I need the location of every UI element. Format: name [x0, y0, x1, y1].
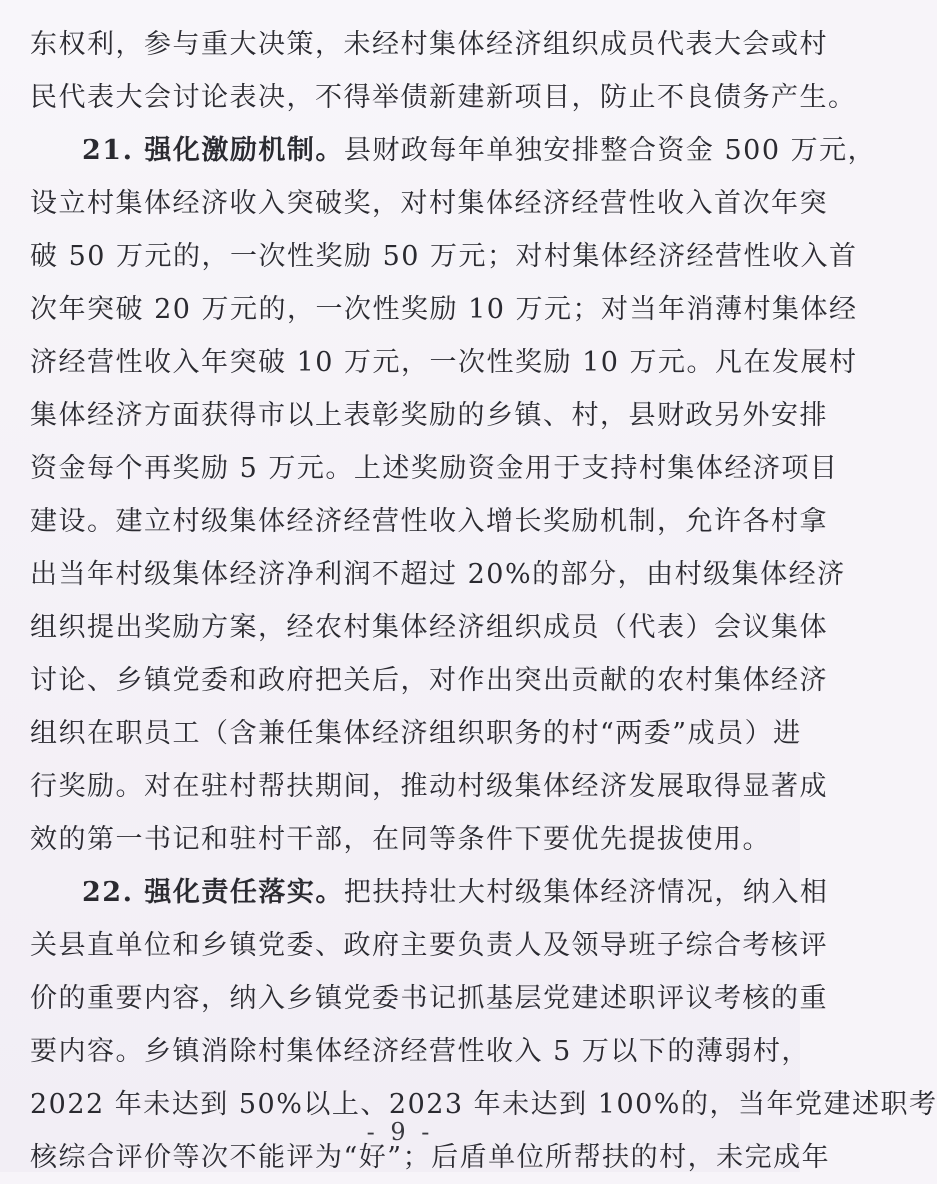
text-line: 东权利，参与重大决策，未经村集体经济组织成员代表大会或村 — [30, 29, 828, 60]
paragraph-21-first-line — [30, 124, 877, 177]
text-line: 组织在职员工（含兼任集体经济组织职务的村“两委”成员）进 — [30, 718, 802, 749]
document-body — [30, 18, 937, 1184]
paragraph-22-lead-text: 把扶持壮大村级集体经济情况，纳入相 — [343, 877, 829, 908]
text-line: 资金每个再奖励 5 万元。上述奖励资金用于支持村集体经济项目 — [30, 453, 839, 484]
text-line: 核综合评价等次不能评为“好”；后盾单位所帮扶的村，未完成年 — [30, 1142, 831, 1173]
text-line: 建设。建立村级集体经济经营性收入增长奖励机制，允许各村拿 — [30, 506, 828, 537]
text-line: 行奖励。对在驻村帮扶期间，推动村级集体经济发展取得显著成 — [30, 771, 828, 802]
text-line: 次年突破 20 万元的，一次性奖励 10 万元；对当年消薄村集体经 — [30, 294, 858, 325]
text-line: 济经营性收入年突破 10 万元，一次性奖励 10 万元。凡在发展村 — [30, 347, 858, 378]
paragraph-22-heading: 22. 强化责任落实。 — [82, 877, 344, 908]
paragraph-22-first-line — [30, 866, 829, 919]
paragraph-21-heading: 21. 强化激励机制。 — [82, 135, 344, 166]
page-number: - 9 - — [366, 1118, 434, 1146]
text-line: 设立村集体经济收入突破奖，对村集体经济经营性收入首次年突 — [30, 188, 828, 219]
text-line: 讨论、乡镇党委和政府把关后，对作出突出贡献的农村集体经济 — [30, 665, 828, 696]
text-line: 效的第一书记和驻村干部，在同等条件下要优先提拔使用。 — [30, 824, 771, 855]
text-line: 组织提出奖励方案，经农村集体经济组织成员（代表）会议集体 — [30, 612, 828, 643]
text-line: 价的重要内容，纳入乡镇党委书记抓基层党建述职评议考核的重 — [30, 983, 828, 1014]
text-line: 民代表大会讨论表决，不得举债新建新项目，防止不良债务产生。 — [30, 82, 857, 113]
text-line: 关县直单位和乡镇党委、政府主要负责人及领导班子综合考核评 — [30, 930, 828, 961]
text-line: 破 50 万元的，一次性奖励 50 万元；对村集体经济经营性收入首 — [30, 241, 858, 272]
text-line: 要内容。乡镇消除村集体经济经营性收入 5 万以下的薄弱村， — [30, 1036, 810, 1067]
text-line: 2022 年未达到 50%以上、2023 年未达到 100%的，当年党建述职考 — [30, 1089, 937, 1120]
text-line: 出当年村级集体经济净利润不超过 20%的部分，由村级集体经济 — [30, 559, 846, 590]
text-line: 集体经济方面获得市以上表彰奖励的乡镇、村，县财政另外安排 — [30, 400, 828, 431]
paragraph-21-lead-text: 县财政每年单独安排整合资金 500 万元， — [343, 135, 877, 166]
